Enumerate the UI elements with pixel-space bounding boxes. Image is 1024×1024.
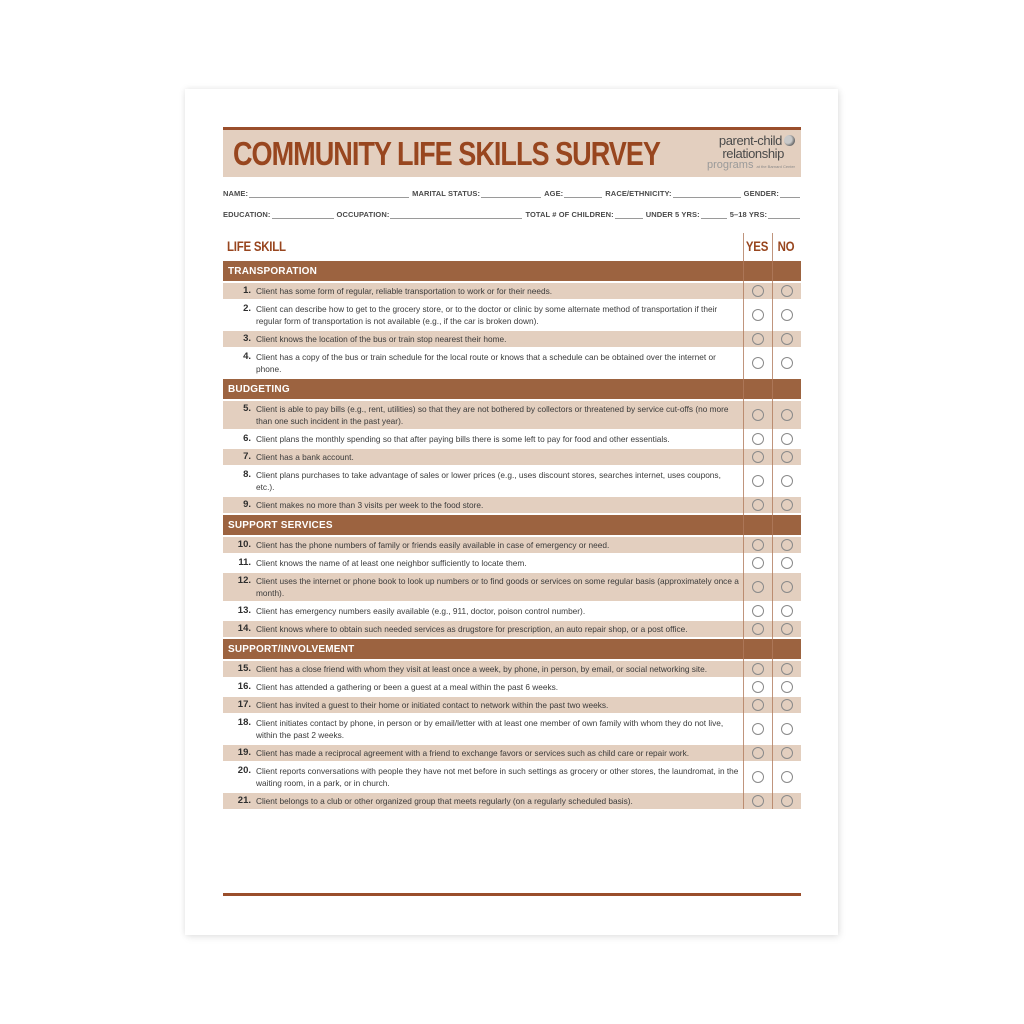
yes-cell	[743, 401, 772, 429]
yes-column-header: YES	[745, 238, 769, 254]
field-label: MARITAL STATUS:	[412, 189, 481, 198]
no-cell	[772, 697, 801, 713]
yes-radio[interactable]	[752, 433, 764, 445]
field-input-line[interactable]	[615, 210, 643, 219]
table-row	[223, 677, 801, 695]
item-text: Client knows the name of at least one neighbor sufficiently to locate them.	[256, 558, 527, 568]
item-number: 16.	[237, 681, 251, 692]
no-cell	[772, 793, 801, 809]
item-text: Client has a bank account.	[256, 452, 354, 462]
no-cell	[772, 555, 801, 571]
yes-cell	[743, 497, 772, 513]
yes-radio[interactable]	[752, 539, 764, 551]
no-cell	[772, 661, 801, 677]
no-radio[interactable]	[781, 699, 793, 711]
field-name	[223, 189, 412, 198]
yes-radio[interactable]	[752, 771, 764, 783]
yes-radio[interactable]	[752, 475, 764, 487]
yes-cell	[743, 679, 772, 695]
field-education	[223, 210, 337, 219]
no-radio[interactable]	[781, 333, 793, 345]
title-band	[223, 127, 801, 177]
demographics-row-1	[223, 179, 801, 198]
field-input-line[interactable]	[780, 189, 800, 198]
item-text: Client belongs to a club or other organized group that meets regularly (on a regularly scheduled basis).	[256, 796, 633, 806]
item-number: 9.	[243, 499, 251, 510]
yes-cell	[743, 349, 772, 377]
table-row	[223, 281, 801, 299]
yes-cell	[743, 431, 772, 447]
field-occupation	[337, 210, 526, 219]
yes-radio[interactable]	[752, 285, 764, 297]
no-radio[interactable]	[781, 451, 793, 463]
no-radio[interactable]	[781, 409, 793, 421]
column-divider	[743, 233, 744, 809]
item-number: 15.	[237, 663, 251, 674]
item-number: 8.	[243, 469, 251, 480]
no-cell	[772, 467, 801, 495]
table-row	[223, 791, 801, 809]
no-radio[interactable]	[781, 581, 793, 593]
table-row	[223, 535, 801, 553]
item-text: Client makes no more than 3 visits per week to the food store.	[256, 500, 484, 510]
yes-cell	[743, 603, 772, 619]
bottom-divider	[223, 893, 801, 896]
no-radio[interactable]	[781, 357, 793, 369]
table-row	[223, 695, 801, 713]
yes-cell	[743, 331, 772, 347]
table-row	[223, 465, 801, 495]
field-input-line[interactable]	[673, 189, 741, 198]
no-cell	[772, 537, 801, 553]
item-number: 5.	[243, 403, 251, 414]
yes-radio[interactable]	[752, 409, 764, 421]
section-header: SUPPORT SERVICES	[223, 513, 801, 535]
no-cell	[772, 603, 801, 619]
item-text: Client is able to pay bills (e.g., rent, utilities) so that they are not bothered by collectors or threatened by service cut-offs (no more than one such incident in the past year).	[256, 404, 729, 426]
yes-radio[interactable]	[752, 557, 764, 569]
item-text: Client uses the internet or phone book to look up numbers or to find goods or services on some regular basis (approximately once a month).	[256, 576, 739, 598]
no-cell	[772, 449, 801, 465]
table-row	[223, 713, 801, 743]
item-text: Client has a close friend with whom they visit at least once a week, by phone, in person, by email, or social networking site.	[256, 664, 708, 674]
logo-line-1: parent-child	[718, 133, 782, 148]
table-row	[223, 601, 801, 619]
item-text: Client plans the monthly spending so that after paying bills there is some left to pay for food and other essentials.	[256, 434, 670, 444]
section-header: BUDGETING	[223, 377, 801, 399]
yes-cell	[743, 555, 772, 571]
moon-icon	[784, 135, 795, 146]
field-under-5-yrs	[646, 210, 730, 219]
item-text: Client can describe how to get to the grocery store, or to the doctor or clinic by some alternate method of transportation if their regular form of transportation is not available (e.g., if the car is broken down).	[256, 304, 718, 326]
no-radio[interactable]	[781, 795, 793, 807]
no-radio[interactable]	[781, 475, 793, 487]
section-header: SUPPORT/INVOLVEMENT	[223, 637, 801, 659]
yes-cell	[743, 537, 772, 553]
yes-cell	[743, 793, 772, 809]
item-number: 7.	[243, 451, 251, 462]
no-cell	[772, 349, 801, 377]
no-radio[interactable]	[781, 433, 793, 445]
yes-radio[interactable]	[752, 581, 764, 593]
no-cell	[772, 573, 801, 601]
field-label: GENDER:	[743, 189, 779, 198]
table-row	[223, 743, 801, 761]
no-radio[interactable]	[781, 499, 793, 511]
field-input-line[interactable]	[481, 189, 541, 198]
yes-radio[interactable]	[752, 357, 764, 369]
yes-radio[interactable]	[752, 605, 764, 617]
item-number: 20.	[237, 765, 251, 776]
no-radio[interactable]	[781, 747, 793, 759]
life-skill-header: LIFE SKILL	[227, 238, 286, 254]
item-text: Client has made a reciprocal agreement with a friend to exchange favors or services such as child care or repair work.	[256, 748, 690, 758]
table-row	[223, 659, 801, 677]
yes-cell	[743, 573, 772, 601]
skills-table	[223, 259, 801, 809]
table-row	[223, 761, 801, 791]
table-row	[223, 299, 801, 329]
item-number: 14.	[237, 623, 251, 634]
field-marital-status	[412, 189, 544, 198]
no-radio[interactable]	[781, 309, 793, 321]
field-input-line[interactable]	[249, 189, 409, 198]
no-cell	[772, 715, 801, 743]
yes-radio[interactable]	[752, 333, 764, 345]
field-label: NAME:	[223, 189, 249, 198]
field-label: 5–18 YRS:	[729, 210, 768, 219]
no-cell	[772, 283, 801, 299]
table-row	[223, 619, 801, 637]
item-number: 21.	[237, 795, 251, 806]
item-text: Client reports conversations with people they have not met before in such settings as grocery or other stores, the laundromat, in the waiting room, in a park, or in church.	[256, 766, 739, 788]
field-input-line[interactable]	[564, 189, 602, 198]
item-text: Client has some form of regular, reliable transportation to work or for their needs.	[256, 286, 553, 296]
no-cell	[772, 621, 801, 637]
table-row	[223, 399, 801, 429]
field-input-line[interactable]	[272, 210, 334, 219]
item-text: Client has invited a guest to their home or initiated contact to network within the past two weeks.	[256, 700, 609, 710]
item-text: Client has the phone numbers of family or friends easily available in case of emergency or need.	[256, 540, 610, 550]
yes-cell	[743, 449, 772, 465]
yes-radio[interactable]	[752, 681, 764, 693]
item-number: 2.	[243, 303, 251, 314]
table-row	[223, 571, 801, 601]
table-header	[223, 233, 801, 259]
item-text: Client has attended a gathering or been a guest at a meal within the past 6 weeks.	[256, 682, 559, 692]
no-radio[interactable]	[781, 723, 793, 735]
item-text: Client has emergency numbers easily available (e.g., 911, doctor, poison control number).	[256, 606, 586, 616]
table-row	[223, 495, 801, 513]
survey-page	[185, 89, 838, 935]
yes-radio[interactable]	[752, 723, 764, 735]
table-row	[223, 429, 801, 447]
yes-radio[interactable]	[752, 747, 764, 759]
yes-cell	[743, 621, 772, 637]
yes-cell	[743, 745, 772, 761]
survey-title: COMMUNITY LIFE SKILLS SURVEY	[233, 135, 661, 172]
yes-cell	[743, 697, 772, 713]
organization-logo	[695, 134, 795, 171]
no-radio[interactable]	[781, 771, 793, 783]
yes-radio[interactable]	[752, 309, 764, 321]
survey-content	[223, 127, 801, 809]
yes-cell	[743, 301, 772, 329]
no-radio[interactable]	[781, 623, 793, 635]
field-label: OCCUPATION:	[336, 210, 390, 219]
item-number: 19.	[237, 747, 251, 758]
item-number: 11.	[238, 557, 251, 568]
logo-line-3: programs	[707, 159, 754, 171]
item-text: Client initiates contact by phone, in person or by email/letter with at least one member of own family with whom they do not live, within the past 2 weeks.	[256, 718, 724, 740]
item-number: 18.	[237, 717, 251, 728]
item-number: 4.	[243, 351, 251, 362]
field-label: TOTAL # OF CHILDREN:	[525, 210, 614, 219]
section-header: TRANSPORATION	[223, 259, 801, 281]
item-number: 17.	[237, 699, 251, 710]
item-number: 13.	[237, 605, 251, 616]
no-radio[interactable]	[781, 681, 793, 693]
yes-radio[interactable]	[752, 795, 764, 807]
logo-subtext: at the Barnard Center	[756, 164, 795, 169]
item-number: 1.	[243, 285, 251, 296]
no-cell	[772, 401, 801, 429]
field-label: UNDER 5 YRS:	[645, 210, 700, 219]
no-cell	[772, 331, 801, 347]
no-cell	[772, 301, 801, 329]
no-cell	[772, 745, 801, 761]
no-radio[interactable]	[781, 663, 793, 675]
field-label: EDUCATION:	[223, 210, 271, 219]
table-row	[223, 553, 801, 571]
item-text: Client knows where to obtain such needed services as drugstore for prescription, an auto repair shop, or a post office.	[256, 624, 688, 634]
table-row	[223, 329, 801, 347]
no-cell	[772, 497, 801, 513]
yes-radio[interactable]	[752, 499, 764, 511]
no-radio[interactable]	[781, 539, 793, 551]
yes-radio[interactable]	[752, 451, 764, 463]
item-text: Client plans purchases to take advantage of sales or lower prices (e.g., uses discount stores, searches internet, uses coupons, etc.).	[256, 470, 721, 492]
field-input-line[interactable]	[390, 210, 522, 219]
yes-cell	[743, 763, 772, 791]
demographics-row-2	[223, 200, 801, 219]
item-number: 10.	[237, 539, 251, 550]
table-row	[223, 347, 801, 377]
yes-cell	[743, 467, 772, 495]
logo-line-2: relationship	[722, 146, 784, 161]
column-divider	[772, 233, 773, 809]
no-cell	[772, 679, 801, 695]
no-radio[interactable]	[781, 605, 793, 617]
table-row	[223, 447, 801, 465]
field-age	[544, 189, 605, 198]
yes-cell	[743, 715, 772, 743]
no-cell	[772, 763, 801, 791]
no-cell	[772, 431, 801, 447]
field-race-ethnicity	[605, 189, 743, 198]
yes-radio[interactable]	[752, 623, 764, 635]
item-text: Client has a copy of the bus or train schedule for the local route or knows that a schedule can be obtained over the internet or phone.	[256, 352, 716, 374]
field-gender	[744, 189, 803, 198]
yes-radio[interactable]	[752, 699, 764, 711]
yes-radio[interactable]	[752, 663, 764, 675]
item-number: 12.	[237, 575, 251, 586]
field-5-18-yrs	[730, 210, 803, 219]
no-column-header: NO	[777, 238, 795, 254]
yes-cell	[743, 661, 772, 677]
no-radio[interactable]	[781, 285, 793, 297]
field-label: AGE:	[544, 189, 564, 198]
field-input-line[interactable]	[701, 210, 727, 219]
field-label: RACE/ETHNICITY:	[605, 189, 672, 198]
field-total-of-children	[525, 210, 645, 219]
item-number: 6.	[243, 433, 251, 444]
no-radio[interactable]	[781, 557, 793, 569]
item-text: Client knows the location of the bus or train stop nearest their home.	[256, 334, 507, 344]
field-input-line[interactable]	[768, 210, 800, 219]
yes-cell	[743, 283, 772, 299]
item-number: 3.	[243, 333, 251, 344]
